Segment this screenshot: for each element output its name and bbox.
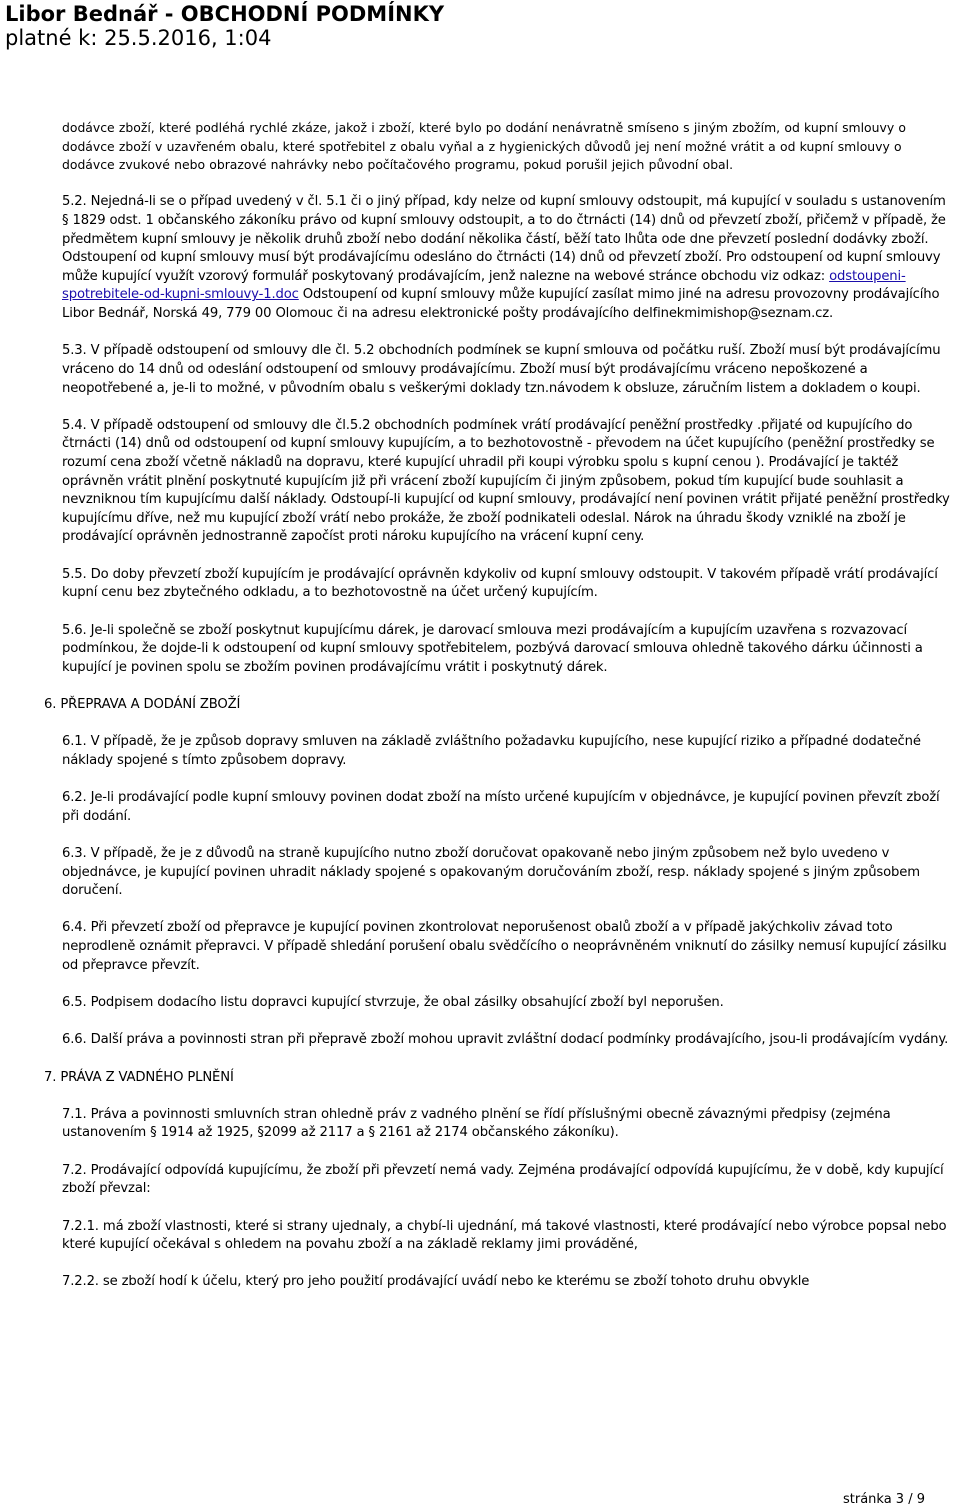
paragraph-6-4: 6.4. Při převzetí zboží od přepravce je kupující povinen zkontrolovat neporušenost obalů zboží a v případě jakýchkoliv závad toto neprodleně oznámit přepravci. V případě shledání porušení obalu svědčícího o neoprávněném vniknutí do zásilky nemusí kupující zásilku od přepravce převzít. (62, 920, 947, 973)
document-title: Libor Bednář - OBCHODNÍ PODMÍNKY (5, 2, 445, 26)
page-number: stránka 3 / 9 (842, 1492, 925, 1507)
paragraph-5-6: 5.6. Je-li společně se zboží poskytnut kupujícímu dárek, je darovací smlouva mezi prodávajícím a kupujícím uzavřena s rozvazovací podmínkou, že dojde-li k odstoupení od kupní smlouvy spotřebitelem, pozbývá darovací smlouva ohledně takového dárku účinnosti a kupující je povinen spolu se zbožím povinen prodávajícímu vrátit i poskytnutý dárek. (62, 622, 923, 675)
paragraph-5-4: 5.4. V případě odstoupení od smlouvy dle čl.5.2 obchodních podmínek vrátí prodávající peněžní prostředky .přijaté od kupujícího do čtrnácti (14) dnů od odstoupení od kupní smlouvy kupujícím, a to bezhotovostně - převodem na účet kupujícího (peněžní prostředky se rozumí cena zboží včetně nákladů na dopravu, které kupující uhradil při koupi výrobku spolu s kupní cenou ). Prodávající je taktéž oprávněn vrátit plnění poskytnuté kupujícím již při vrácení zboží kupujícím či jiným způsobem, pokud tím kupující bude souhlasit a nevzniknou tím kupujícímu další náklady. Odstoupí-li kupující od kupní smlouvy, prodávající není povinen vrátit přijaté peněžní prostředky kupujícímu dříve, než mu kupující zboží vrátí nebo prokáže, že zboží podnikateli odeslal. Nárok na úhradu škody vzniklé na zboží je prodávající oprávněn jednostranně započíst proti nároku kupujícího na vrácení kupní ceny. (62, 417, 950, 545)
withdrawal-form-link[interactable]: odstoupeni-spotrebitele-od-kupni-smlouvy-1.doc (62, 268, 906, 303)
section-7-heading: 7. PRÁVA Z VADNÉHO PLNĚNÍ (44, 1069, 234, 1085)
document-header (5, 2, 444, 51)
section-6-heading: 6. PŘEPRAVA A DODÁNÍ ZBOŽÍ (44, 696, 241, 712)
paragraph-6-6: 6.6. Další práva a povinnosti stran při přepravě zboží mohou upravit zvláštní dodací podmínky prodávajícího, jsou-li prodávajícím vydány. (62, 1032, 949, 1048)
paragraph-6-1: 6.1. V případě, že je způsob dopravy smluven na základě zvláštního požadavku kupujícího, nese kupující riziko a případné dodatečné náklady spojené s tímto způsobem dopravy. (62, 734, 921, 768)
paragraph-6-5: 6.5. Podpisem dodacího listu dopravci kupující stvrzuje, že obal zásilky obsahující zboží byl neporušen. (62, 994, 724, 1010)
paragraph-5-2-text: 5.2. Nejedná-li se o případ uvedený v čl. 5.1 či o jiný případ, kdy nelze od kupní smlouvy odstoupit, má kupující v souladu s ustanovením § 1829 odst. 1 občanského zákoníku právo od kupní smlouvy odstoupit, a to do čtrnácti (14) dnů od převzetí zboží, přičemž v případě, že předmětem kupní smlouvy je několik druhů zboží nebo dodání několika částí, běží tato lhůta ode dne převzetí poslední dodávky zboží. Odstoupení od kupní smlouvy musí být prodávajícímu odesláno do čtrnácti (14) dnů od převzetí zboží. Pro odstoupení od kupní smlouvy může kupující využít vzorový formulář poskytovaný prodávajícím, jenž nalezne na webové stránce obchodu viz odkaz: (62, 194, 946, 284)
paragraph-intro: dodávce zboží, které podléhá rychlé zkáze, jakož i zboží, které bylo po dodání nenávratně smíseno s jiným zbožím, od kupní smlouvy o dodávce zboží v uzavřeném obalu, které spotřebitel z obalu vyňal a z hygienických důvodů jej není možné vrátit a od kupní smlouvy o dodávce zvukové nebo obrazové nahrávky nebo počítačového programu, pokud porušil jejich původní obal. (62, 120, 906, 173)
paragraph-7-2-2: 7.2.2. se zboží hodí k účelu, který pro jeho použití prodávající uvádí nebo ke kterému se zboží tohoto druhu obvykle (62, 1274, 810, 1290)
validity-date: platné k: 25.5.2016, 1:04 (5, 26, 272, 50)
paragraph-7-2: 7.2. Prodávající odpovídá kupujícímu, že zboží při převzetí nemá vady. Zejména prodávající odpovídá kupujícímu, že v době, kdy kupující zboží převzal: (62, 1162, 944, 1197)
paragraph-7-1: 7.1. Práva a povinnosti smluvních stran ohledně práv z vadného plnění se řídí příslušnými obecně závaznými předpisy (zejména ustanovením § 1914 až 1925, §2099 až 2117 a § 2161 až 2174 občanského zákoníku). (62, 1106, 891, 1141)
paragraph-7-2-1: 7.2.1. má zboží vlastnosti, které si strany ujednaly, a chybí-li ujednání, má takové vlastnosti, které prodávající nebo výrobce popsal nebo které kupující očekával s ohledem na povahu zboží a na základě reklamy jimi prováděné, (62, 1218, 947, 1253)
paragraph-5-2 (62, 193, 950, 323)
terms-body (44, 119, 950, 1311)
paragraph-6-3: 6.3. V případě, že je z důvodů na straně kupujícího nutno zboží doručovat opakovaně nebo jiným způsobem než bylo uvedeno v objednávce, je kupující povinen uhradit náklady spojené s opakovaným doručováním zboží, resp. náklady spojené s jiným způsobem doručení. (62, 846, 920, 899)
paragraph-5-2-rest: Odstoupení od kupní smlouvy může kupující zasílat mimo jiné na adresu provozovny prodávajícího Libor Bednář, Norská 49, 779 00 Olomouc či na adresu elektronické pošty prodávajícího delfinekmimishop@seznam.cz. (62, 287, 940, 322)
paragraph-5-3: 5.3. V případě odstoupení od smlouvy dle čl. 5.2 obchodních podmínek se kupní smlouva od počátku ruší. Zboží musí být prodávajícímu vráceno do 14 dnů od odeslání odstoupení od smlouvy prodávajícímu. Zboží musí být prodávajícímu vráceno nepoškozené a neopotřebené a, je-li to možné, v původním obalu s veškerými doklady tzn.návodem k obsluze, záručním listem a dokladem o koupi. (62, 343, 941, 396)
paragraph-5-5: 5.5. Do doby převzetí zboží kupujícím je prodávající oprávněn kdykoliv od kupní smlouvy odstoupit. V takovém případě vrátí prodávající kupní cenu bez zbytečného odkladu, a to bezhotovostně na účet určený kupujícím. (62, 566, 938, 601)
paragraph-6-2: 6.2. Je-li prodávající podle kupní smlouvy povinen dodat zboží na místo určené kupujícím v objednávce, je kupující povinen převzít zboží při dodání. (62, 790, 940, 824)
